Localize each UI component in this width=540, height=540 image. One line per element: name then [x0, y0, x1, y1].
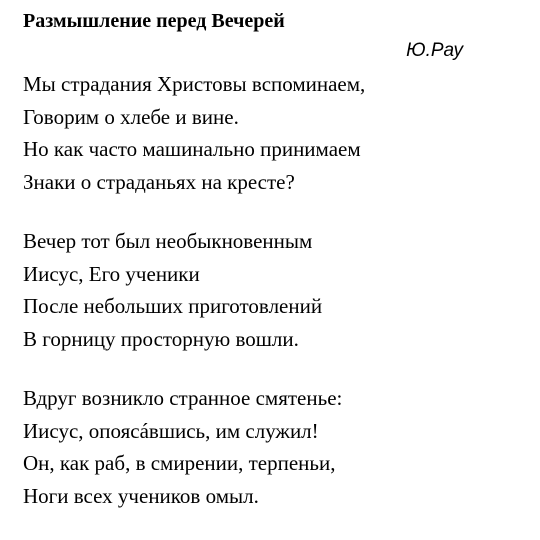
poem-title: Размышление перед Вечерей	[23, 10, 285, 32]
stanza-2	[23, 225, 520, 355]
poem-line: Вечер тот был необыкновенным	[23, 229, 313, 253]
poem-line: Иисус, опоясáвшись, им служил!	[23, 418, 319, 443]
poem-author: Ю.Рау	[406, 40, 463, 61]
poem-line: Вдруг возникло странное смятенье:	[23, 386, 343, 410]
stanza-3	[23, 382, 520, 512]
poem-line: Ноги всех учеников омыл.	[23, 483, 259, 508]
poem-line: Иисус, Его ученики	[23, 261, 200, 286]
poem-line: Мы страдания Христовы вспоминаем,	[23, 72, 366, 96]
poem-line: Он, как раб, в смирении, терпеньи,	[23, 451, 336, 475]
stanza-1	[23, 68, 520, 198]
poem-line: В горницу просторную вошли.	[23, 326, 299, 351]
poem-line: После небольших приготовлений	[23, 294, 323, 318]
poem-line: Знаки о страданьях на кресте?	[23, 169, 295, 194]
poem-line: Говорим о хлебе и вине.	[23, 104, 239, 129]
poem-line: Но как часто машинально принимаем	[23, 137, 361, 161]
